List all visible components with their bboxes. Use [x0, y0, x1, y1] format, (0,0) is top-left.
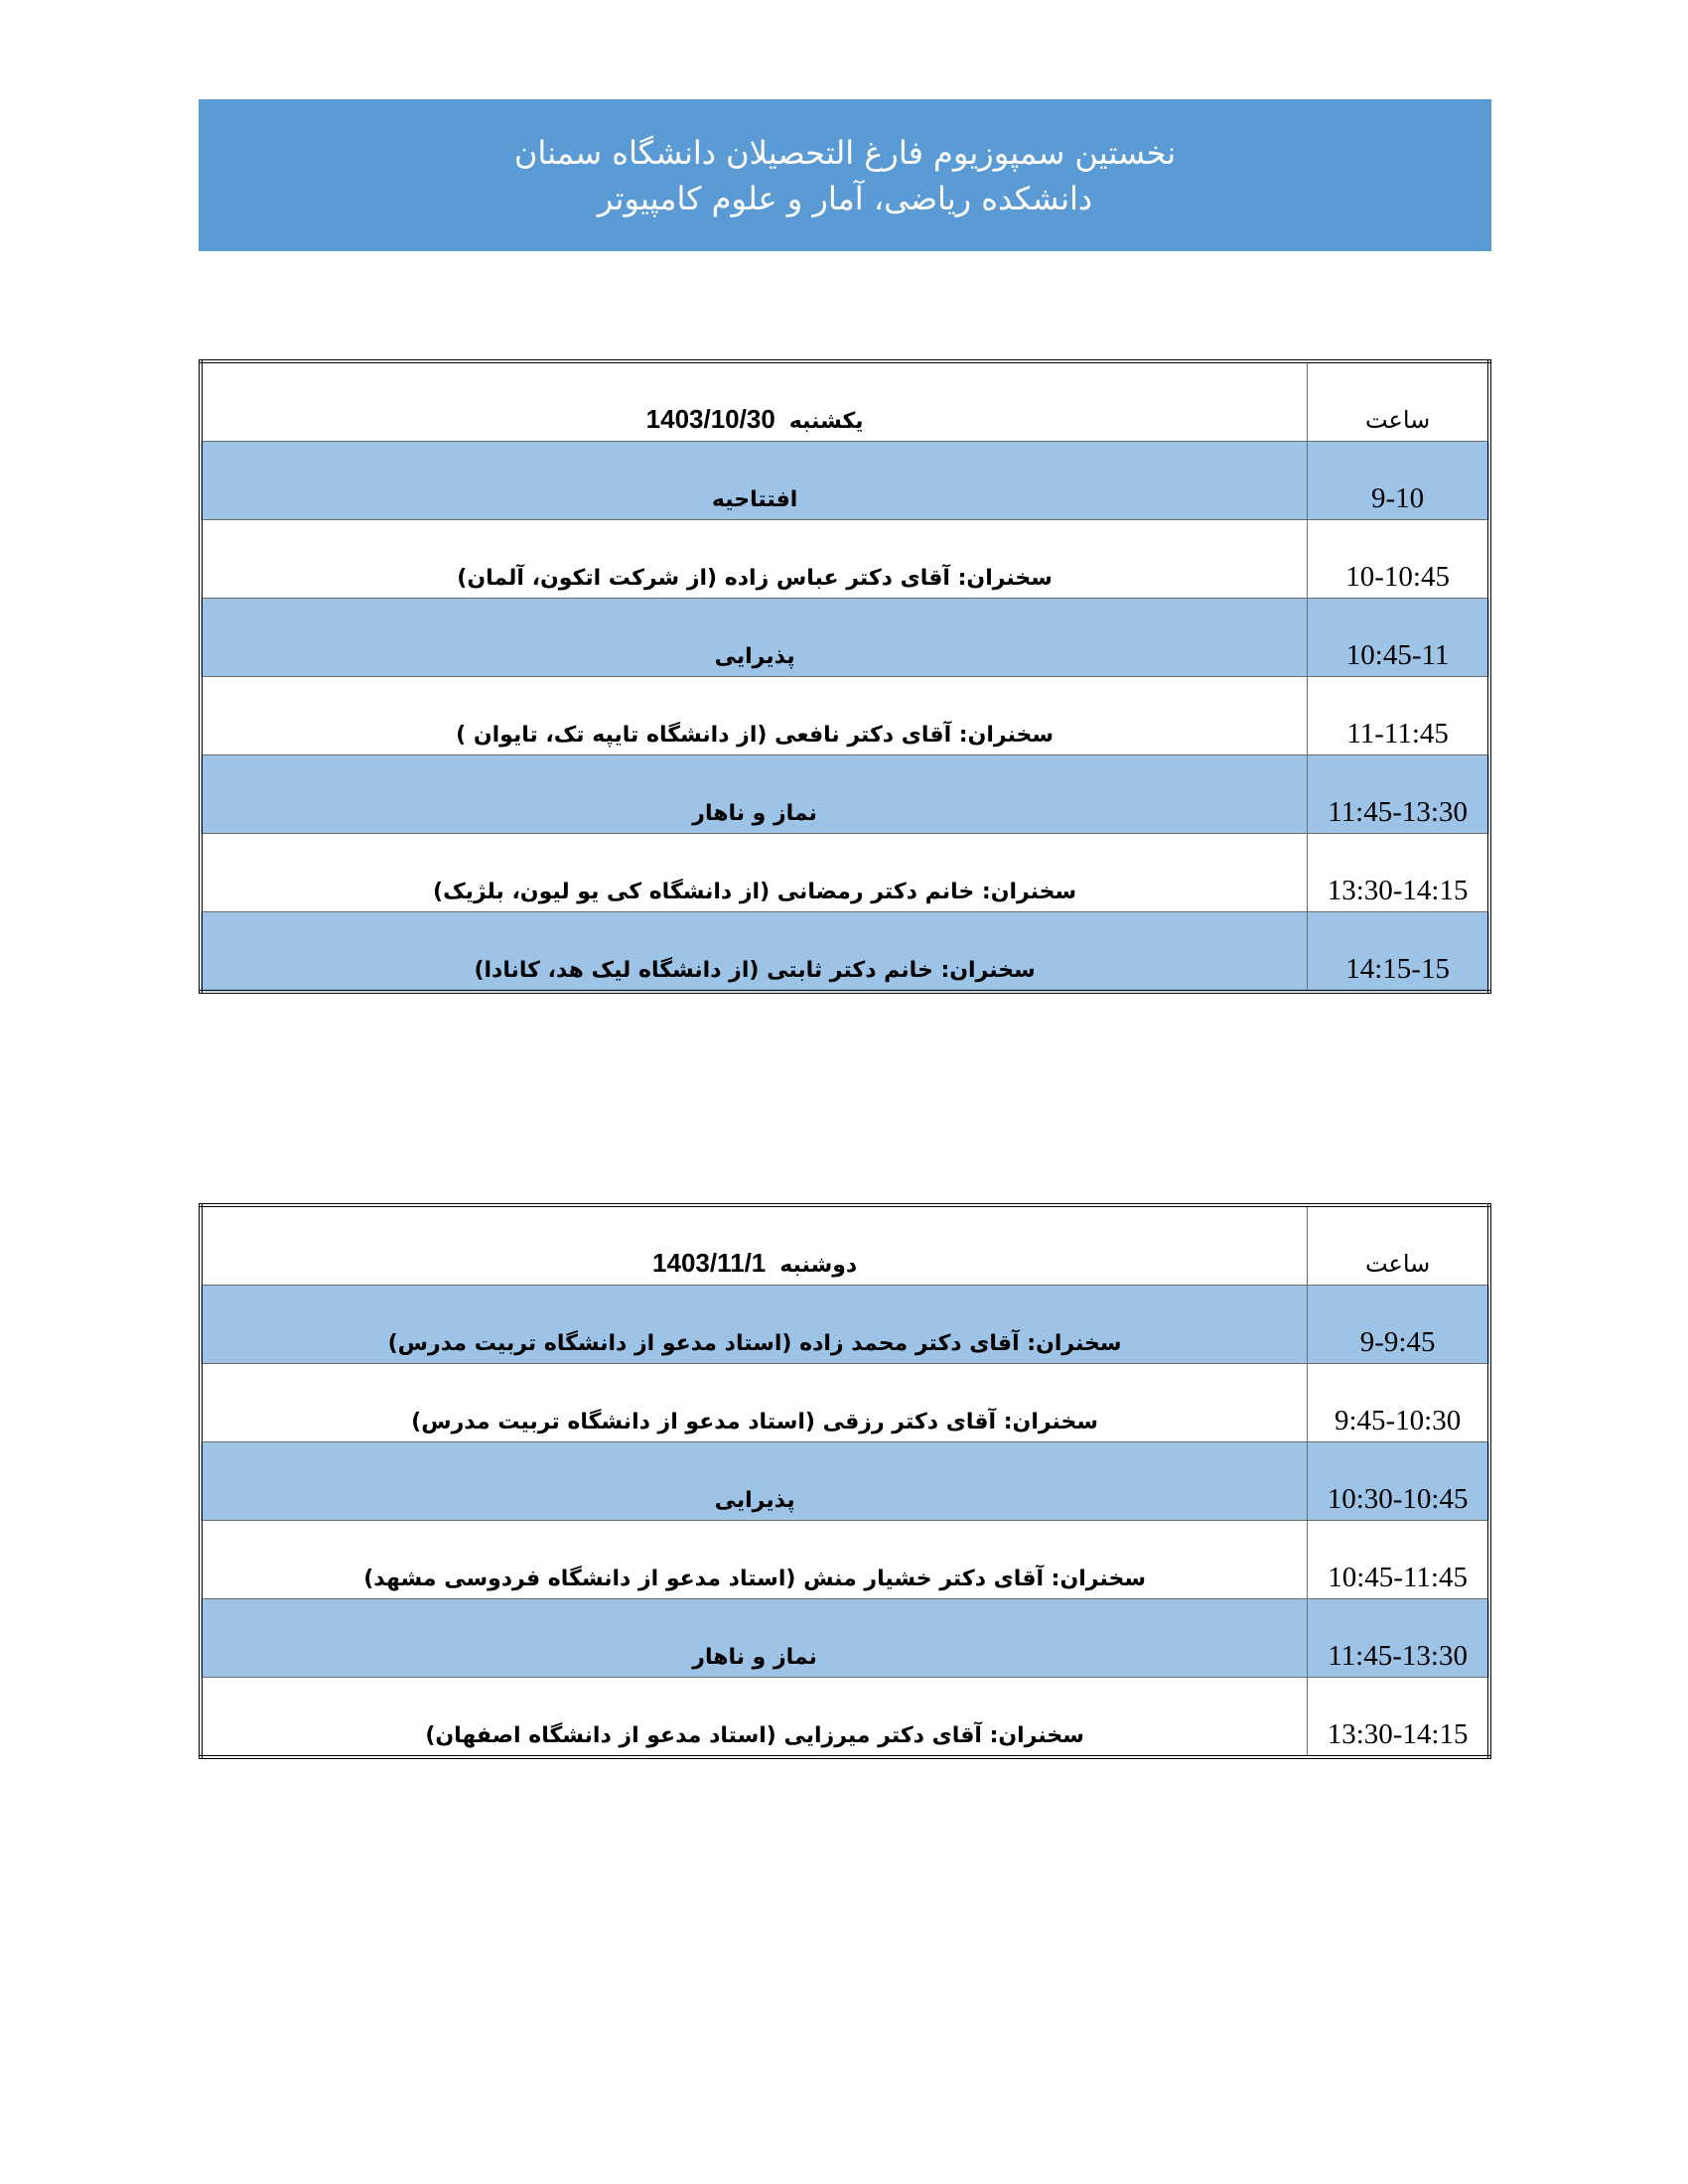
event-cell: [201, 1442, 1308, 1521]
schedule-table-day-1: [199, 359, 1491, 994]
event-text: نماز و ناهار: [692, 801, 817, 826]
day-name: دوشنبه: [779, 1253, 858, 1278]
event-cell: [201, 1678, 1308, 1758]
table-row: [201, 1442, 1489, 1521]
table-header-row: [201, 1205, 1489, 1286]
event-cell: [201, 755, 1308, 834]
time-header-cell: [1308, 361, 1489, 442]
time-cell: [1308, 1442, 1489, 1521]
time-cell: [1308, 1286, 1489, 1364]
time-header-cell: [1308, 1205, 1489, 1286]
event-text: سخنران: آقای دکتر رزقی (استاد مدعو از دانشگاه تربیت مدرس): [411, 1410, 1099, 1434]
event-cell: [201, 912, 1308, 993]
event-text: سخنران: خانم دکتر رمضانی (از دانشگاه کی یو لیون، بلژیک): [433, 880, 1077, 904]
time-column-header: ساعت: [1364, 406, 1431, 434]
day-date: 1403/11/1: [652, 1248, 767, 1278]
time-cell: [1308, 599, 1489, 677]
event-cell: [201, 1599, 1308, 1678]
event-text: سخنران: آقای دکتر محمد زاده (استاد مدعو از دانشگاه تربیت مدرس): [387, 1331, 1122, 1356]
event-cell: [201, 1286, 1308, 1364]
event-cell: [201, 1364, 1308, 1442]
schedule-table-day-2: [199, 1203, 1491, 1759]
event-text: سخنران: آقای دکتر عباس زاده (از شرکت اتکون، آلمان): [457, 566, 1053, 591]
time-text: 13:30-14:15: [1327, 1718, 1469, 1750]
event-cell: [201, 520, 1308, 599]
time-cell: [1308, 755, 1489, 834]
time-text: 10:30-10:45: [1327, 1483, 1469, 1515]
time-cell: [1308, 1521, 1489, 1599]
event-text: نماز و ناهار: [692, 1645, 817, 1670]
time-column-header: ساعت: [1364, 1250, 1431, 1278]
time-cell: [1308, 1599, 1489, 1678]
time-cell: [1308, 677, 1489, 755]
time-text: 10:45-11: [1345, 639, 1450, 671]
event-text: سخنران: آقای دکتر میرزایی (استاد مدعو از دانشگاه اصفهان): [425, 1723, 1084, 1748]
day-header-cell: [201, 1205, 1308, 1286]
event-text: سخنران: آقای دکتر نافعی (از دانشگاه تایپه تک، تایوان ): [456, 723, 1055, 748]
time-cell: [1308, 834, 1489, 912]
time-text: 9-9:45: [1359, 1326, 1436, 1358]
time-text: 14:15-15: [1345, 953, 1450, 985]
table-row: [201, 1286, 1489, 1364]
table-row: [201, 1599, 1489, 1678]
event-cell: [201, 677, 1308, 755]
table-row: [201, 520, 1489, 599]
table-row: [201, 1521, 1489, 1599]
time-text: 10:45-11:45: [1328, 1562, 1468, 1593]
table-row: [201, 599, 1489, 677]
day-date: 1403/10/30: [645, 404, 775, 434]
event-cell: [201, 442, 1308, 520]
event-text: سخنران: آقای دکتر خشیار منش (استاد مدعو از دانشگاه فردوسی مشهد): [363, 1567, 1146, 1591]
time-cell: [1308, 1678, 1489, 1758]
event-text: پذیرایی: [714, 644, 795, 669]
faculty-title: دانشکده ریاضی، آمار و علوم کامپیوتر: [597, 179, 1093, 217]
time-text: 10-10:45: [1345, 561, 1450, 593]
table-row: [201, 677, 1489, 755]
event-text: سخنران: خانم دکتر ثابتی (از دانشگاه لیک هد، کانادا): [474, 958, 1036, 983]
event-cell: [201, 599, 1308, 677]
time-text: 11:45-13:30: [1328, 796, 1468, 828]
table-row: [201, 1364, 1489, 1442]
day-name: یکشنبه: [788, 409, 864, 434]
event-cell: [201, 834, 1308, 912]
time-cell: [1308, 912, 1489, 993]
time-cell: [1308, 1364, 1489, 1442]
table-header-row: [201, 361, 1489, 442]
table-row: [201, 442, 1489, 520]
day-header-cell: [201, 361, 1308, 442]
time-cell: [1308, 520, 1489, 599]
time-text: 11:45-13:30: [1328, 1640, 1468, 1672]
table-row: [201, 1678, 1489, 1758]
time-cell: [1308, 442, 1489, 520]
event-text: پذیرایی: [714, 1488, 795, 1513]
symposium-title: نخستین سمپوزیوم فارغ التحصیلان دانشگاه سمنان: [513, 133, 1177, 172]
time-text: 9:45-10:30: [1334, 1405, 1462, 1436]
time-text: 9-10: [1371, 482, 1425, 514]
event-text: افتتاحیه: [711, 487, 798, 512]
event-cell: [201, 1521, 1308, 1599]
time-text: 13:30-14:15: [1327, 875, 1469, 906]
table-row: [201, 912, 1489, 993]
table-row: [201, 834, 1489, 912]
time-text: 11-11:45: [1346, 718, 1449, 750]
table-row: [201, 755, 1489, 834]
title-banner: [199, 99, 1491, 251]
